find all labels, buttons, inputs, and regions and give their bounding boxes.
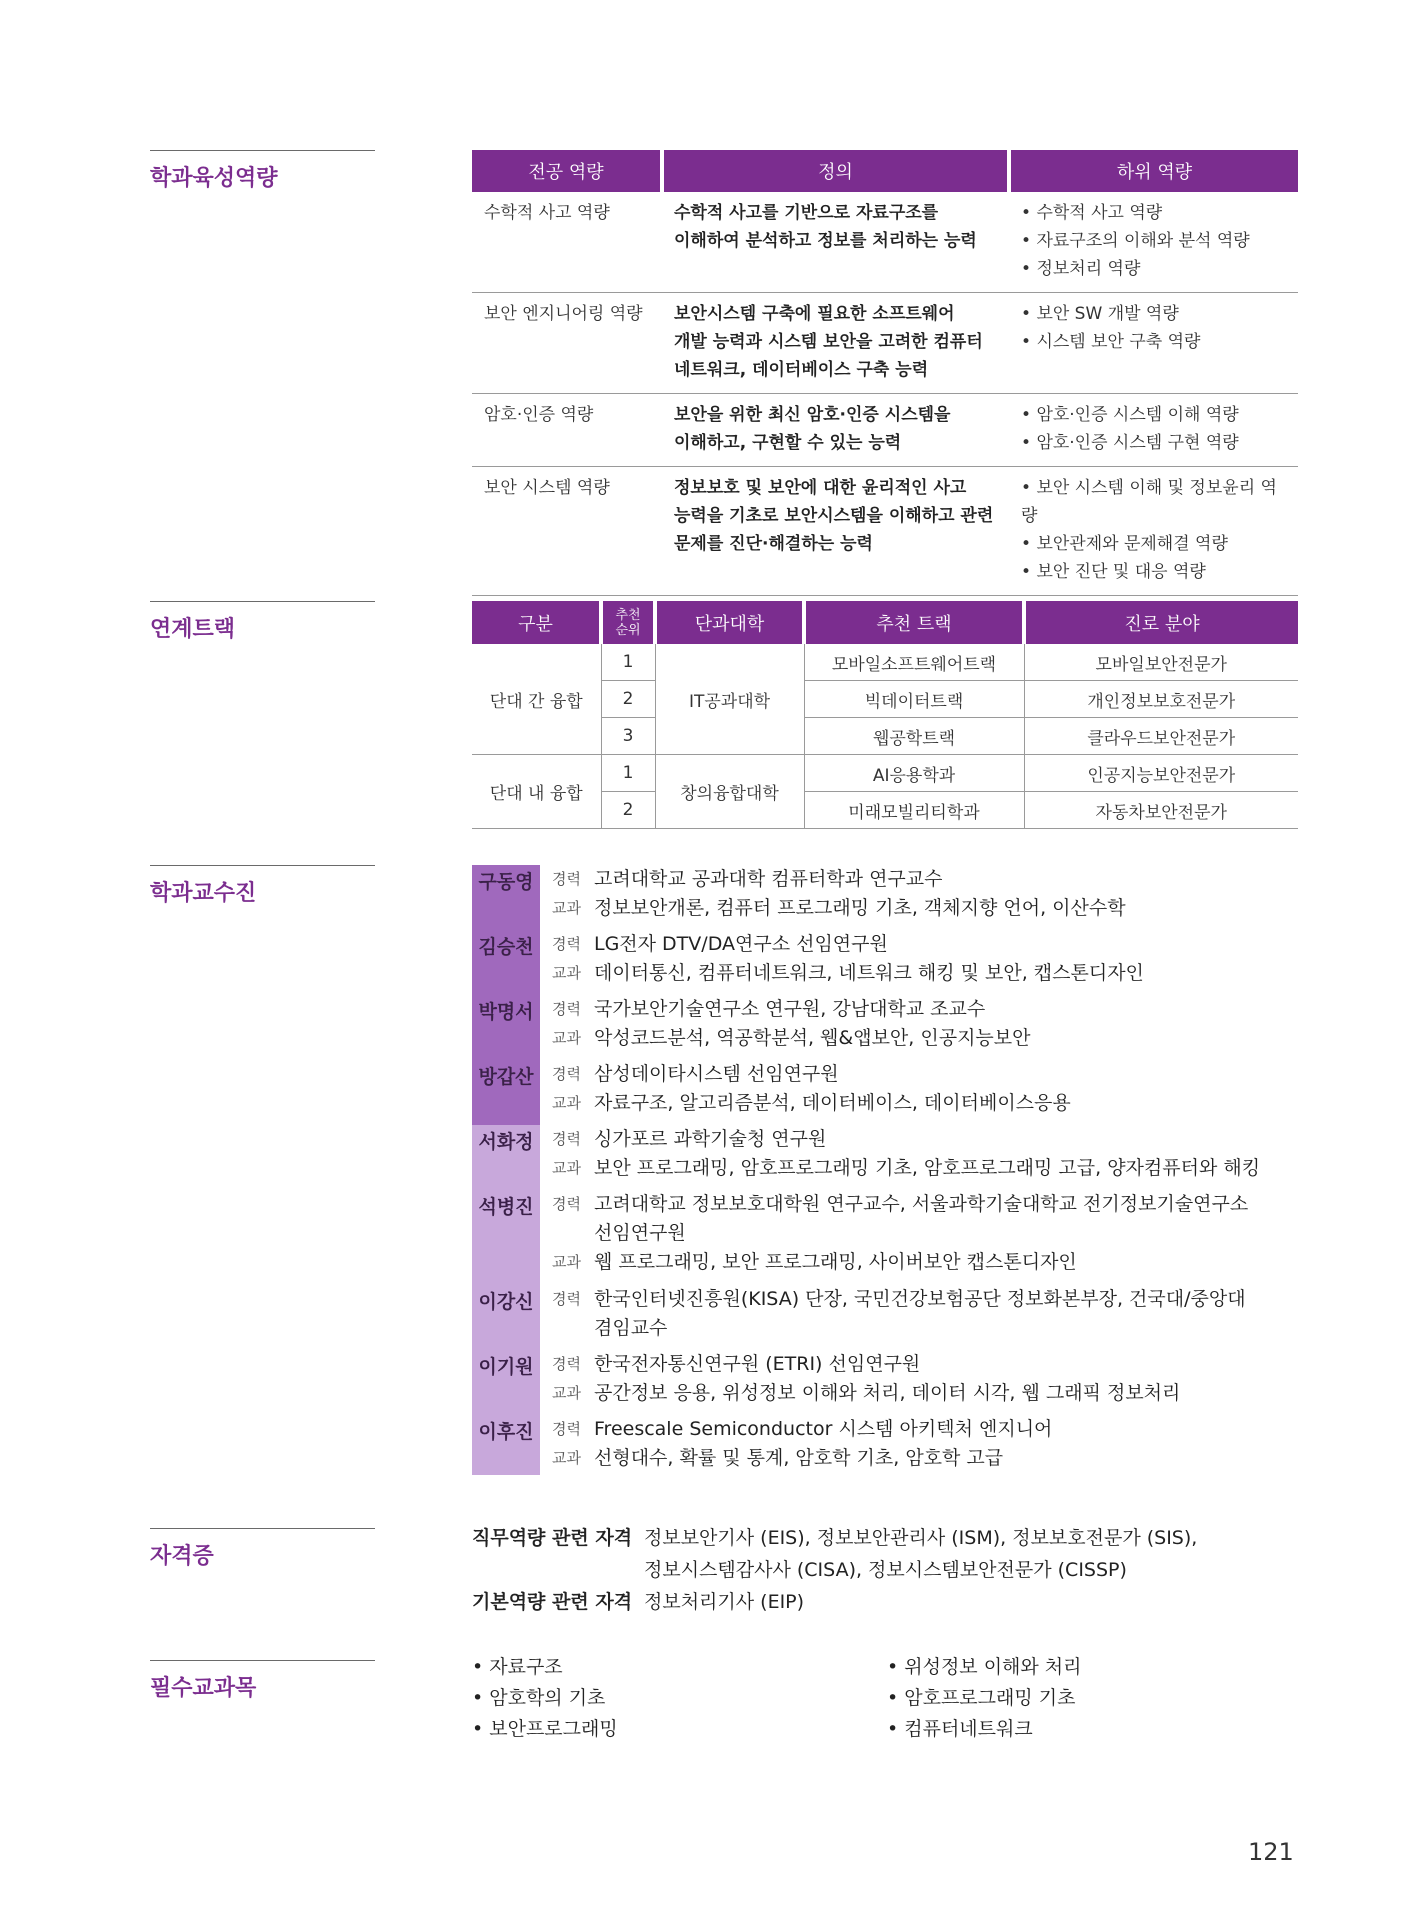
certificate-text: 정보보안기사 (EIS), 정보보안관리사 (ISM), 정보보호전문가 (SIS), bbox=[644, 1527, 1198, 1549]
track-college: 창의융합대학 bbox=[655, 755, 804, 829]
certificate-row bbox=[472, 1586, 1302, 1618]
line-text: 정보보안개론, 컴퓨터 프로그래밍 기초, 객체지향 언어, 이산수학 bbox=[594, 897, 1126, 919]
table-row bbox=[472, 192, 1298, 293]
list-item: • 자료구조 bbox=[472, 1652, 887, 1683]
faculty-item bbox=[472, 1060, 1302, 1125]
sub-competency-list: • 수학적 사고 역량 • 자료구조의 이해와 분석 역량 • 정보처리 역량 bbox=[1009, 192, 1298, 293]
section-title-competency: 학과육성역량 bbox=[150, 150, 375, 192]
line-tag: 교과 bbox=[552, 1094, 581, 1112]
certificate-row bbox=[472, 1554, 1302, 1586]
faculty-name: 구동영 bbox=[472, 865, 540, 930]
line-tag: 경력 bbox=[552, 1420, 581, 1438]
table-row bbox=[472, 467, 1298, 596]
line-tag: 경력 bbox=[552, 1195, 581, 1213]
faculty-item bbox=[472, 1190, 1302, 1285]
line-text: 데이터통신, 컴퓨터네트워크, 네트워크 해킹 및 보안, 캡스톤디자인 bbox=[594, 962, 1144, 984]
line-tag: 경력 bbox=[552, 1000, 581, 1018]
track-table bbox=[472, 601, 1298, 829]
competency-name: 보안 엔지니어링 역량 bbox=[472, 293, 662, 394]
line-tag bbox=[552, 1314, 594, 1343]
sub-competency-list: • 보안 시스템 이해 및 정보윤리 역량 • 보안관제와 문제해결 역량 • 보안 진단 및 대응 역량 bbox=[1009, 467, 1298, 596]
faculty-item bbox=[472, 995, 1302, 1060]
list-item: • 암호프로그래밍 기초 bbox=[887, 1683, 1302, 1714]
line-text: 선임연구원 bbox=[594, 1222, 686, 1244]
track-career: 개인정보보호전문가 bbox=[1024, 681, 1298, 718]
line-text: 겸임교수 bbox=[594, 1317, 668, 1339]
line-tag: 경력 bbox=[552, 1355, 581, 1373]
line-tag: 교과 bbox=[552, 1159, 581, 1177]
table-row bbox=[472, 644, 1298, 681]
faculty-name: 김승천 bbox=[472, 930, 540, 995]
header-major-competency: 전공 역량 bbox=[472, 150, 662, 192]
header-rank: 추천 순위 bbox=[601, 601, 655, 644]
header-sub-competency: 하위 역량 bbox=[1009, 150, 1298, 192]
competency-table bbox=[472, 150, 1298, 596]
section-title-certificate: 자격증 bbox=[150, 1528, 375, 1570]
line-tag bbox=[552, 1219, 594, 1248]
required-course-list bbox=[472, 1652, 1302, 1745]
faculty-name: 석병진 bbox=[472, 1190, 540, 1285]
line-tag: 경력 bbox=[552, 1130, 581, 1148]
header-track: 추천 트랙 bbox=[804, 601, 1024, 644]
section-title-track: 연계트랙 bbox=[150, 601, 375, 643]
line-tag: 교과 bbox=[552, 1029, 581, 1047]
section-title-required: 필수교과목 bbox=[150, 1660, 375, 1702]
faculty-list bbox=[472, 865, 1302, 1475]
faculty-name: 이후진 bbox=[472, 1415, 540, 1475]
competency-name: 암호·인증 역량 bbox=[472, 394, 662, 467]
faculty-item bbox=[472, 865, 1302, 930]
track-rank: 2 bbox=[601, 792, 655, 829]
track-career: 클라우드보안전문가 bbox=[1024, 718, 1298, 755]
line-text: 한국전자통신연구원 (ETRI) 선임연구원 bbox=[594, 1353, 921, 1375]
page-number: 121 bbox=[1248, 1838, 1294, 1866]
certificate-text: 정보시스템감사사 (CISA), 정보시스템보안전문가 (CISSP) bbox=[644, 1559, 1127, 1581]
line-text: 고려대학교 정보보호대학원 연구교수, 서울과학기술대학교 전기정보기술연구소 bbox=[594, 1193, 1249, 1215]
line-tag: 교과 bbox=[552, 964, 581, 982]
list-item: • 컴퓨터네트워크 bbox=[887, 1714, 1302, 1745]
track-name: AI응용학과 bbox=[804, 755, 1024, 792]
faculty-item bbox=[472, 1415, 1302, 1475]
list-item: • 보안프로그래밍 bbox=[472, 1714, 887, 1745]
competency-definition: 보안시스템 구축에 필요한 소프트웨어 개발 능력과 시스템 보안을 고려한 컴퓨터 네트워크, 데이터베이스 구축 능력 bbox=[662, 293, 1009, 394]
line-text: 보안 프로그래밍, 암호프로그래밍 기초, 암호프로그래밍 고급, 양자컴퓨터와 해킹 bbox=[594, 1157, 1261, 1179]
header-definition: 정의 bbox=[662, 150, 1009, 192]
track-name: 미래모빌리티학과 bbox=[804, 792, 1024, 829]
table-row bbox=[472, 394, 1298, 467]
faculty-item bbox=[472, 930, 1302, 995]
track-rank: 1 bbox=[601, 644, 655, 681]
line-tag: 교과 bbox=[552, 1449, 581, 1467]
header-career: 진로 분야 bbox=[1024, 601, 1298, 644]
track-rank: 3 bbox=[601, 718, 655, 755]
sub-competency-list: • 보안 SW 개발 역량 • 시스템 보안 구축 역량 bbox=[1009, 293, 1298, 394]
certificate-label: 기본역량 관련 자격 bbox=[472, 1591, 633, 1613]
line-text: 삼성데이타시스템 선임연구원 bbox=[594, 1063, 839, 1085]
faculty-item bbox=[472, 1350, 1302, 1415]
faculty-name: 이강신 bbox=[472, 1285, 540, 1350]
certificate-text: 정보처리기사 (EIP) bbox=[644, 1591, 805, 1613]
track-rank: 1 bbox=[601, 755, 655, 792]
track-college: IT공과대학 bbox=[655, 644, 804, 755]
line-tag: 경력 bbox=[552, 1290, 581, 1308]
table-row bbox=[472, 293, 1298, 394]
line-text: Freescale Semiconductor 시스템 아키텍처 엔지니어 bbox=[594, 1418, 1053, 1440]
certificate-row bbox=[472, 1522, 1302, 1554]
faculty-name: 서화정 bbox=[472, 1125, 540, 1190]
header-type: 구분 bbox=[472, 601, 601, 644]
competency-name: 수학적 사고 역량 bbox=[472, 192, 662, 293]
line-tag: 경력 bbox=[552, 935, 581, 953]
track-career: 인공지능보안전문가 bbox=[1024, 755, 1298, 792]
header-college: 단과대학 bbox=[655, 601, 804, 644]
line-text: 자료구조, 알고리즘분석, 데이터베이스, 데이터베이스응용 bbox=[594, 1092, 1071, 1114]
competency-definition: 수학적 사고를 기반으로 자료구조를 이해하여 분석하고 정보를 처리하는 능력 bbox=[662, 192, 1009, 293]
competency-name: 보안 시스템 역량 bbox=[472, 467, 662, 596]
track-type: 단대 내 융합 bbox=[472, 755, 601, 829]
certificate-list bbox=[472, 1522, 1302, 1618]
track-name: 웹공학트랙 bbox=[804, 718, 1024, 755]
line-text: 악성코드분석, 역공학분석, 웹&앱보안, 인공지능보안 bbox=[594, 1027, 1031, 1049]
line-text: 고려대학교 공과대학 컴퓨터학과 연구교수 bbox=[594, 868, 943, 890]
line-text: 싱가포르 과학기술청 연구원 bbox=[594, 1128, 827, 1150]
table-row bbox=[472, 755, 1298, 792]
line-text: 공간정보 응용, 위성정보 이해와 처리, 데이터 시각, 웹 그래픽 정보처리 bbox=[594, 1382, 1181, 1404]
faculty-item bbox=[472, 1125, 1302, 1190]
faculty-name: 방갑산 bbox=[472, 1060, 540, 1125]
track-type: 단대 간 융합 bbox=[472, 644, 601, 755]
line-tag: 교과 bbox=[552, 899, 581, 917]
line-tag: 교과 bbox=[552, 1384, 581, 1402]
line-tag: 경력 bbox=[552, 1065, 581, 1083]
track-name: 빅데이터트랙 bbox=[804, 681, 1024, 718]
sub-competency-list: • 암호·인증 시스템 이해 역량 • 암호·인증 시스템 구현 역량 bbox=[1009, 394, 1298, 467]
line-text: 웹 프로그래밍, 보안 프로그래밍, 사이버보안 캡스톤디자인 bbox=[594, 1251, 1077, 1273]
line-text: LG전자 DTV/DA연구소 선임연구원 bbox=[594, 933, 888, 955]
faculty-name: 이기원 bbox=[472, 1350, 540, 1415]
faculty-name: 박명서 bbox=[472, 995, 540, 1060]
certificate-label: 직무역량 관련 자격 bbox=[472, 1527, 633, 1549]
track-name: 모바일소프트웨어트랙 bbox=[804, 644, 1024, 681]
track-rank: 2 bbox=[601, 681, 655, 718]
track-career: 모바일보안전문가 bbox=[1024, 644, 1298, 681]
line-text: 한국인터넷진흥원(KISA) 단장, 국민건강보험공단 정보화본부장, 건국대/중앙대 bbox=[594, 1288, 1246, 1310]
line-text: 선형대수, 확률 및 통계, 암호학 기초, 암호학 고급 bbox=[594, 1447, 1004, 1469]
line-tag: 경력 bbox=[552, 870, 581, 888]
faculty-item bbox=[472, 1285, 1302, 1350]
line-tag: 교과 bbox=[552, 1253, 581, 1271]
track-career: 자동차보안전문가 bbox=[1024, 792, 1298, 829]
section-title-faculty: 학과교수진 bbox=[150, 865, 375, 907]
competency-definition: 보안을 위한 최신 암호·인증 시스템을 이해하고, 구현할 수 있는 능력 bbox=[662, 394, 1009, 467]
list-item: • 위성정보 이해와 처리 bbox=[887, 1652, 1302, 1683]
competency-definition: 정보보호 및 보안에 대한 윤리적인 사고 능력을 기초로 보안시스템을 이해하고 관련 문제를 진단·해결하는 능력 bbox=[662, 467, 1009, 596]
list-item: • 암호학의 기초 bbox=[472, 1683, 887, 1714]
line-text: 국가보안기술연구소 연구원, 강남대학교 조교수 bbox=[594, 998, 986, 1020]
